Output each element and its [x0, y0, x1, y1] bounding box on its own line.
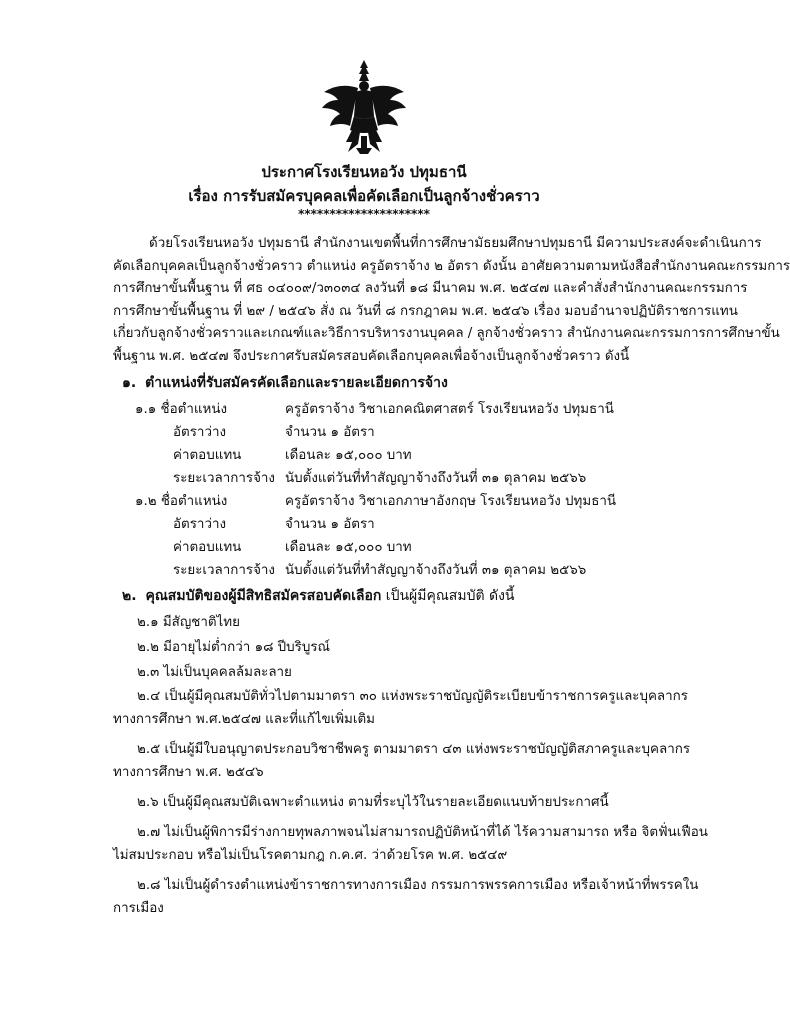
- announcement-subject: เรื่อง การรับสมัครบุคคลเพื่อคัดเลือกเป็นลูกจ้างชั่วคราว: [188, 187, 540, 205]
- title-separator: *********************: [298, 207, 430, 221]
- intro-line: เกี่ยวกับลูกจ้างชั่วคราวและเกณฑ์และวิธีการบริหารงานบุคคล / ลูกจ้างชั่วคราว สำนักงานคณะกรรมการการศึกษาขั้น: [113, 326, 780, 341]
- qualification-item: ๒.๔ เป็นผู้มีคุณสมบัติทั่วไปตามมาตรา ๓๐ แห่งพระราชบัญญัติระเบียบข้าราชการครูและบุคลากร ทางการศึกษา พ.ศ.๒๕๔๗ และที่แก้ไขเพิ่มเติม: [113, 689, 688, 727]
- intro-line: ด้วยโรงเรียนหอวัง ปทุมธานี สำนักงานเขตพื้นที่การศึกษามัธยมศึกษาปทุมธานี มีความประสงค์จะดำเนินการ: [149, 236, 762, 251]
- garuda-emblem-icon: [318, 58, 410, 156]
- section-2-heading: ๒. คุณสมบัติของผู้มีสิทธิสมัครสอบคัดเลือก เป็นผู้มีคุณสมบัติ ดังนี้: [122, 588, 515, 604]
- detail-value: เดือนละ ๑๕,๐๐๐ บาท: [285, 448, 412, 463]
- qualification-item: ๒.๒ มีอายุไม่ต่ำกว่า ๑๘ ปีบริบูรณ์: [137, 640, 330, 655]
- detail-value: นับตั้งแต่วันที่ทำสัญญาจ้างถึงวันที่ ๓๑ ตุลาคม ๒๕๖๖: [285, 471, 587, 486]
- position-2-label: ๑.๒ ชื่อตำแหน่ง: [135, 494, 228, 509]
- detail-label: อัตราว่าง: [173, 517, 227, 532]
- detail-value: เดือนละ ๑๕,๐๐๐ บาท: [285, 540, 412, 555]
- detail-label: อัตราว่าง: [173, 425, 227, 440]
- position-1-value: ครูอัตราจ้าง วิชาเอกคณิตศาสตร์ โรงเรียนหอวัง ปทุมธานี: [285, 402, 614, 417]
- section-1-heading: ๑. ตำแหน่งที่รับสมัครคัดเลือกและรายละเอียดการจ้าง: [122, 375, 448, 391]
- qualification-item: ๒.๕ เป็นผู้มีใบอนุญาตประกอบวิชาชีพครู ตามมาตรา ๔๓ แห่งพระราชบัญญัติสภาครูและบุคลากร ทางการศึกษา พ.ศ. ๒๕๔๖: [113, 742, 691, 780]
- qualification-item: ๒.๘ ไม่เป็นผู้ดำรงตำแหน่งข้าราชการทางการเมือง กรรมการพรรคการเมือง หรือเจ้าหน้าที่พรรคใน การเมือง: [113, 878, 699, 916]
- detail-value: จำนวน ๑ อัตรา: [285, 425, 375, 440]
- intro-line: พื้นฐาน พ.ศ. ๒๕๔๗ จึงประกาศรับสมัครสอบคัดเลือกบุคคลเพื่อจ้างเป็นลูกจ้างชั่วคราว ดังนี้: [113, 348, 630, 364]
- position-1-label: ๑.๑ ชื่อตำแหน่ง: [135, 402, 228, 417]
- qualification-item: ๒.๖ เป็นผู้มีคุณสมบัติเฉพาะตำแหน่ง ตามที่ระบุไว้ในรายละเอียดแนบท้ายประกาศนี้: [137, 795, 609, 810]
- qualification-item: ๒.๓ ไม่เป็นบุคคลล้มละลาย: [137, 665, 292, 680]
- position-2-value: ครูอัตราจ้าง วิชาเอกภาษาอังกฤษ โรงเรียนหอวัง ปทุมธานี: [285, 494, 617, 509]
- detail-label: ระยะเวลาการจ้าง: [173, 471, 275, 486]
- detail-label: ค่าตอบแทน: [173, 448, 242, 463]
- intro-line: คัดเลือกบุคคลเป็นลูกจ้างชั่วคราว ตำแหน่ง ครูอัตราจ้าง ๒ อัตรา ดังนั้น อาศัยความตามหนังสือสำนักงานคณะกรรมการ: [113, 258, 790, 274]
- intro-line: การศึกษาขั้นพื้นฐาน ที่ ๒๙ / ๒๕๔๖ สั่ง ณ วันที่ ๘ กรกฎาคม พ.ศ. ๒๕๔๖ เรื่อง มอบอำนาจปฏิบัติราชการแทน: [113, 303, 738, 319]
- announcement-title: ประกาศโรงเรียนหอวัง ปทุมธานี: [261, 163, 467, 181]
- intro-line: การศึกษาขั้นพื้นฐาน ที่ ศธ ๐๔๐๐๙/ว๓๐๓๔ ลงวันที่ ๑๘ มีนาคม พ.ศ. ๒๕๔๗ และคำสั่งสำนักงานคณะกรรมการ: [113, 281, 748, 296]
- detail-value: จำนวน ๑ อัตรา: [285, 517, 375, 532]
- qualification-item: ๒.๗ ไม่เป็นผู้พิการมีร่างกายทุพลภาพจนไม่สามารถปฏิบัติหน้าที่ได้ ไร้ความสามารถ หรือ จิตฟั่นเฟือน ไม่สมประกอบ หรือไม่เป็นโรคตามกฎ ก.ค.ศ. ว่าด้วยโรค พ.ศ. ๒๕๔๙: [113, 825, 708, 863]
- detail-value: นับตั้งแต่วันที่ทำสัญญาจ้างถึงวันที่ ๓๑ ตุลาคม ๒๕๖๖: [285, 563, 587, 578]
- detail-label: ระยะเวลาการจ้าง: [173, 563, 275, 578]
- detail-label: ค่าตอบแทน: [173, 540, 242, 555]
- qualification-item: ๒.๑ มีสัญชาติไทย: [137, 615, 240, 630]
- intro-paragraph: [113, 233, 790, 368]
